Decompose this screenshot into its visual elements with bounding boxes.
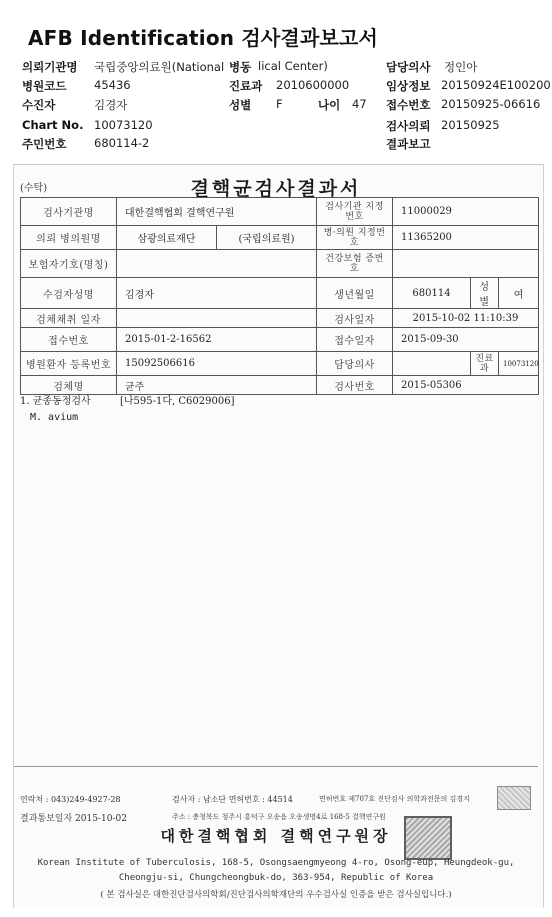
lab-code-label: 검사기관 지정번호	[317, 198, 393, 226]
hospital-code-label: 병원코드	[22, 79, 67, 93]
specimen-label: 검체명	[21, 376, 117, 395]
request-date-value: 20150925	[441, 118, 500, 132]
doctor-label: 담당의사	[386, 60, 431, 74]
table-row	[21, 250, 539, 278]
header-row-2	[0, 78, 552, 97]
department-value: 2010600000	[276, 78, 350, 92]
patient-value: 김경자	[94, 98, 128, 112]
hospital-code-value-grid: 11365200	[393, 226, 539, 250]
test-no-value: 2015-05306	[393, 376, 539, 395]
attending-doctor-label: 담당의사	[317, 352, 393, 376]
address-info: 주소 : 충청북도 청주시 흥덕구 오송읍 오송생명4로 168-5 결핵연구원	[172, 813, 386, 821]
requesting-hospital-note: (국립의료원)	[217, 226, 317, 250]
certification-note: ( 본 검사실은 대한진단검사의학회/진단검사의학재단의 우수검사실 인증을 받은 검사실입니다.)	[100, 890, 452, 900]
ward-value: lical Center)	[258, 59, 328, 73]
table-row	[21, 226, 539, 250]
organism-result: M. avium	[30, 412, 79, 423]
tester-info: 검사자 : 남소단 면허번호 : 44514	[172, 795, 293, 804]
header-row-5	[0, 136, 552, 155]
report-info-table	[20, 197, 539, 395]
consignment-tag: (수탁)	[20, 183, 48, 194]
institution-label: 의뢰기관명	[22, 60, 78, 74]
sex-label: 성별	[229, 98, 252, 112]
examinee-value: 김경자	[117, 278, 317, 309]
patient-label: 수진자	[22, 98, 56, 112]
table-row	[21, 198, 539, 226]
footer-divider	[14, 766, 538, 767]
chart-no-label: Chart No.	[22, 118, 84, 132]
insurer-value	[117, 250, 317, 278]
sex-label-grid: 성별	[471, 278, 499, 309]
test-date-value: 2015-10-02 11:10:39	[393, 309, 539, 328]
insurer-label: 보험자기호(명칭)	[21, 250, 117, 278]
report-date-footer: 결과통보일자 2015-10-02	[20, 814, 127, 824]
age-label: 나이	[318, 98, 341, 112]
identification-test-code: [나595-1다, C6029006]	[120, 396, 235, 407]
institute-address-en-1: Korean Institute of Tuberculosis, 168-5, Osongsaengmyeong 4-ro, Osong-eup, Heungdeok-gu,	[37, 858, 515, 868]
header-row-3	[0, 97, 552, 116]
identification-test-label: 1. 균종동정검사	[20, 396, 91, 407]
lab-name-label: 검사기관명	[21, 198, 117, 226]
table-row	[21, 309, 539, 328]
accession-value: 20150925-06616	[441, 97, 541, 111]
institute-address-en-2: Cheongju-si, Chungcheongbuk-do, 363-954, Republic of Korea	[118, 873, 434, 883]
examinee-label: 수검자성명	[21, 278, 117, 309]
signature-seal	[497, 786, 531, 810]
receipt-no-label: 접수번호	[21, 328, 117, 352]
specimen-value: 균주	[117, 376, 317, 395]
sex-value: F	[276, 97, 283, 111]
insurance-no-label: 건강보험 증번호	[317, 250, 393, 278]
requesting-hospital-value: 삼광의료재단	[117, 226, 217, 250]
report-date-label: 결과보고	[386, 137, 431, 151]
collection-date-label: 검체채취 일자	[21, 309, 117, 328]
license-info: 면허번호 제707호 진단검사 의학과전문의 김경지	[319, 795, 470, 803]
doctor-value: 정인아	[444, 60, 478, 74]
birthdate-value: 680114	[393, 278, 471, 309]
age-value: 47	[352, 97, 367, 111]
receipt-date-value: 2015-09-30	[393, 328, 539, 352]
institution-value: 국립중앙의료원(National	[94, 60, 225, 74]
chart-no-value: 10073120	[94, 118, 153, 132]
hospital-code-value: 45436	[94, 78, 131, 92]
header-row-1	[0, 59, 552, 78]
collection-date-value	[117, 309, 317, 328]
patient-reg-label: 병원환자 등록번호	[21, 352, 117, 376]
test-no-label: 검사번호	[317, 376, 393, 395]
lab-code-value: 11000029	[393, 198, 539, 226]
accession-label: 접수번호	[386, 98, 431, 112]
department-label: 진료과	[229, 79, 263, 93]
lab-name-value: 대한결핵협회 결핵연구원	[117, 198, 317, 226]
resident-no-value: 680114-2	[94, 136, 150, 150]
clinical-info-label: 임상정보	[386, 79, 431, 93]
attending-doctor-value	[393, 352, 471, 376]
test-date-label: 검사일자	[317, 309, 393, 328]
birthdate-label: 생년월일	[317, 278, 393, 309]
insurance-no-value	[393, 250, 539, 278]
request-date-label: 검사의뢰	[386, 119, 431, 133]
department-value-grid: 10073120	[499, 352, 539, 376]
requesting-hospital-label: 의뢰 병의원명	[21, 226, 117, 250]
header-row-4	[0, 118, 552, 137]
clinical-info-value: 20150924E100200	[441, 78, 551, 92]
table-row	[21, 328, 539, 352]
receipt-date-label: 접수일자	[317, 328, 393, 352]
official-stamp	[404, 816, 452, 860]
resident-no-label: 주민번호	[22, 137, 67, 151]
contact-info: 연락처 : 043)249-4927-28	[20, 795, 121, 804]
table-row	[21, 376, 539, 395]
ward-label: 병동	[229, 60, 252, 74]
page-title: AFB Identification 검사결과보고서	[28, 26, 379, 50]
table-row	[21, 278, 539, 309]
table-row	[21, 352, 539, 376]
sex-value-grid: 여	[499, 278, 539, 309]
hospital-code-label-grid: 병·의원 지정번호	[317, 226, 393, 250]
institute-name-kr: 대한결핵협회 결핵연구원장	[160, 827, 392, 845]
report-title: 결핵균검사결과서	[190, 178, 362, 200]
receipt-no-value: 2015-01-2-16562	[117, 328, 317, 352]
patient-reg-value: 15092506616	[117, 352, 317, 376]
department-label-grid: 진료과	[471, 352, 499, 376]
